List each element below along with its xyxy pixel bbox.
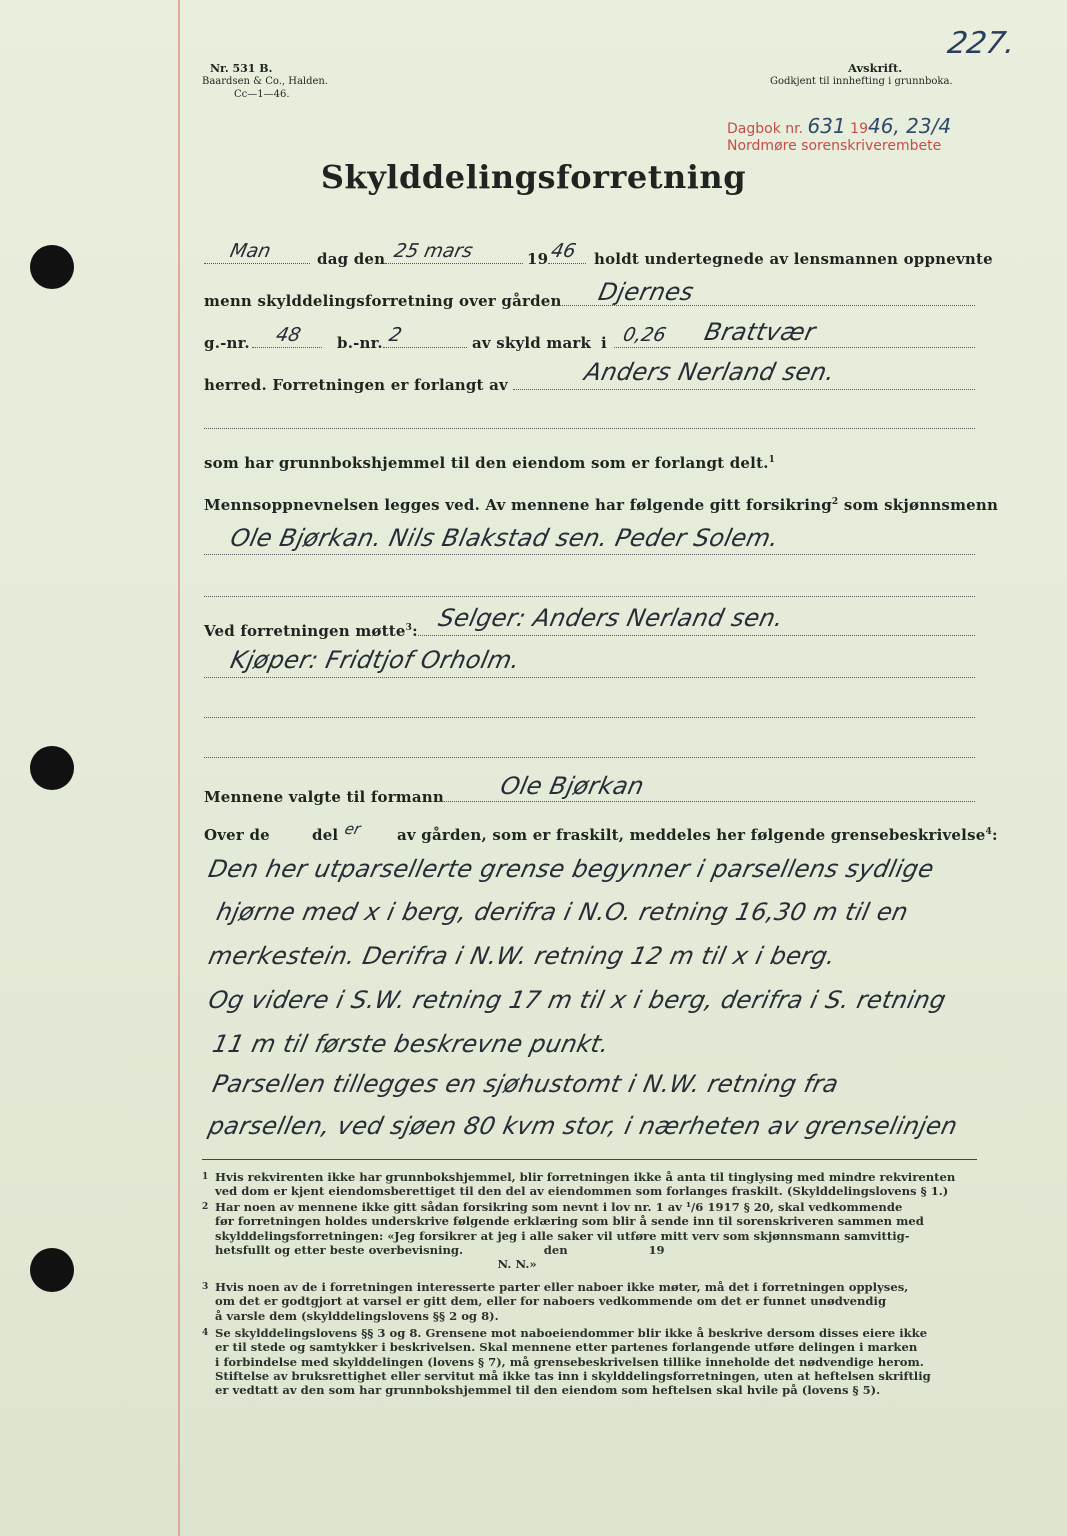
description-line: merkestein. Derifra i N.W. retning 12 m til x i berg. bbox=[206, 942, 839, 970]
farm-name: Djernes bbox=[596, 278, 697, 306]
motte-buyer: Kjøper: Fridtjof Orholm. bbox=[228, 646, 523, 674]
avskrift-label: Avskrift. bbox=[848, 61, 903, 75]
menn-text: Mennsoppnevnelsen legges ved. Av mennene har følgende gitt forsikring$^2$ som skjønnsmenn bbox=[204, 496, 999, 514]
description-line: 11 m til første beskrevne punkt. bbox=[210, 1030, 612, 1058]
motte-line-2 bbox=[204, 677, 975, 678]
grunnbok-text: som har grunnbokshjemmel til den eiendom som er forlangt delt.$^1$ bbox=[204, 454, 776, 472]
blank-line-4 bbox=[204, 757, 975, 758]
skjonnsmenn-line bbox=[204, 554, 975, 555]
page-number: 227. bbox=[944, 26, 1018, 61]
description-line: parsellen, ved sjøen 80 kvm stor, i nærheten av grenselinjen bbox=[206, 1112, 961, 1140]
weekday-line bbox=[204, 263, 310, 264]
gnr-value: 48 bbox=[274, 324, 303, 346]
description-line: Og videre i S.W. retning 17 m til x i berg, derifra i S. retning bbox=[206, 986, 949, 1014]
motte-seller: Selger: Anders Nerland sen. bbox=[436, 604, 787, 632]
year-prefix: 19 bbox=[527, 250, 549, 268]
date-line bbox=[385, 263, 523, 264]
year-line bbox=[548, 263, 586, 264]
skyld-label: av skyld mark bbox=[472, 334, 592, 352]
weekday-value: Man bbox=[228, 240, 273, 262]
stamp-dagbok-value: 631 bbox=[807, 114, 846, 138]
print-code: Cc—1—46. bbox=[234, 89, 290, 100]
dag-den-label: dag den bbox=[317, 250, 386, 268]
stamp-dagbok bbox=[727, 114, 951, 138]
footnote-2: 2 Har noen av mennene ikke gitt sådan forsikring som nevnt i lov nr. 1 av ¹/6 1917 § 20, skal vedkommende før forretningen holdes underskrive følgende erklæring som blir å sende inn til sorenskriveren sammen med skylddelingsforretningen: «Jeg forsikrer at jeg i alle saker vil utføre mitt verv som skjønnsmann samvittig- hetsfullt og etter beste overbevisning. den 19 N. N.» bbox=[202, 1200, 924, 1272]
motte-line-1 bbox=[418, 635, 975, 636]
stamp-year-prefix: 19 bbox=[850, 121, 868, 137]
document-page: Nr. 531 B. Baardsen & Co., Halden. Cc—1—46. Avskrift. Godkjent til innhefting i grunnboka. 227. Dagbok nr. 631 1946, 23/4 Nordmøre sorenskriverembete Skylddelingsforretning Man dag den 25 mars 19 46 holdt undertegnede av lensmannen oppnevnte menn skylddelingsforretning over gården Djernes g.-nr. 48 b.-nr. 2 av skyld mark i 0,26 Brattvær herred. Forretningen er forlangt av Anders Nerland sen. som har grunnbokshjemmel til den eiendom som er forlangt delt.$^1$ Mennsoppnevnelsen legges ved. Av mennene har følgende gitt forsikring$^2$ som skjønnsmenn Ole Bjørkan. Nils Blakstad sen. Peder Solem. Ved forretningen møtte$^3$: Selger: Anders Nerland sen. Kjøper: Fridtjof Orholm. Mennene valgte til formann Ole Bjørkan Over de del er av gården, som er fraskilt, meddeles her følgende grensebeskrivelse$^4$: Den her utparsellerte grense begynner i parsellens sydlige hjørne med x i berg, derifra i N.O. retning 16,30 m til en merkestein. Derifra i N.W. retning 12 m til x i berg. Og videre i S.W. retning 17 m til x i berg, derifra i S. retning 11 m til første beskrevne punkt. Parsellen tillegges en sjøhustomt i N.W. retning fra parsellen, ved sjøen 80 kvm stor, i nærheten av grenselinjen 1 Hvis rekvirenten ikke har grunnbokshjemmel, blir forretningen ikke å anta til tinglysing med mindre rekvirenten ved dom er kjent eiendomsberettiget til den del av eiendommen som forlanges fraskilt. (Skylddelingslovens § 1.) 2 Har noen av mennene ikke gitt sådan forsikring som nevnt i lov nr. 1 av ¹/6 1917 § 20, skal vedkommende før forretningen holdes underskrive følgende erklæring som blir å sende inn til sorenskriveren sammen med skylddelingsforretningen: «Jeg forsikrer at jeg i alle saker vil utføre mitt verv som skjønnsmann samvittig- hetsfullt og etter beste overbevisning. den 19 N. N.» 3 Hvis noen av de i forretningen interesserte parter eller naboer ikke møter, må det i forretningen opplyses, om det er godtgjort at varsel er gitt dem, eller for naboers vedkommende om det er funnet unødvendig å varsle dem (skylddelingslovens §§ 2 og 8). 4 Se skylddelingslovens §§ 3 og 8. Grensene mot naboeiendommer blir ikke å beskrive dersom disses eiere ikke er til stede og samtykker i beskrivelsen. Skal mennene etter partenes forlangende utføre delingen i marken i forbindelse med skylddelingen (lovens § 7), må grensebeskrivelsen tillike inneholde det nødvendige herom. Stiftelse av bruksrettighet eller servitut må ikke tas inn i skylddelingsforretningen, uten at heftelsen skriftlig er vedtatt av den som har grunnbokshjemmel til den eiendom som heftelsen skal hvile på (lovens § 5). bbox=[0, 0, 1067, 1536]
form-number: Nr. 531 B. bbox=[210, 62, 273, 75]
skjonnsmenn-names: Ole Bjørkan. Nils Blakstad sen. Peder Solem. bbox=[228, 524, 782, 552]
document-title: Skylddelingsforretning bbox=[320, 158, 747, 196]
punch-hole-top bbox=[30, 245, 74, 289]
del-value: er bbox=[343, 820, 363, 838]
blank-line-1 bbox=[204, 428, 975, 429]
description-line: Parsellen tillegges en sjøhustomt i N.W. retning fra bbox=[210, 1070, 842, 1098]
footnote-4: 4 Se skylddelingslovens §§ 3 og 8. Grensene mot naboeiendommer blir ikke å beskrive dersom disses eiere ikke er til stede og samtykker i beskrivelsen. Skal mennene etter partenes forlangende utføre delingen i marken i forbindelse med skylddelingen (lovens § 7), må grensebeskrivelsen tillike inneholde det nødvendige herom. Stiftelse av bruksrettighet eller servitut må ikke tas inn i skylddelingsforretningen, uten at heftelsen skriftlig er vedtatt av den som har grunnbokshjemmel til den eiendom som heftelsen skal hvile på (lovens § 5). bbox=[202, 1326, 931, 1398]
formann-name: Ole Bjørkan bbox=[498, 772, 647, 800]
bnr-value: 2 bbox=[387, 324, 404, 346]
footnote-rule bbox=[202, 1159, 977, 1160]
row2-text: menn skylddelingsforretning over gården bbox=[204, 292, 562, 310]
del-label: del bbox=[312, 826, 339, 844]
stamp-office: Nordmøre sorenskriverembete bbox=[727, 138, 942, 154]
row4-text: herred. Forretningen er forlangt av bbox=[204, 376, 508, 394]
motte-label: Ved forretningen møtte$^3$: bbox=[204, 622, 418, 640]
footnote-3: 3 Hvis noen av de i forretningen interesserte parter eller naboer ikke møter, må det i forretningen opplyses, om det er godtgjort at varsel er gitt dem, eller for naboers vedkommende om det er funnet unødvendig å varsle dem (skylddelingslovens §§ 2 og 8). bbox=[202, 1280, 909, 1323]
formann-label: Mennene valgte til formann bbox=[204, 788, 444, 806]
bnr-line bbox=[383, 347, 467, 348]
avskrift-block bbox=[770, 62, 953, 88]
over-text: av gården, som er fraskilt, meddeles her følgende grensebeskrivelse$^4$: bbox=[397, 826, 998, 844]
footnote-1: 1 Hvis rekvirenten ikke har grunnbokshjemmel, blir forretningen ikke å anta til tinglysing med mindre rekvirenten ved dom er kjent eiendomsberettiget til den del av eiendommen som forlanges fraskilt. (Skylddelingslovens § 1.) bbox=[202, 1170, 956, 1199]
stamp-year-value: 46, 23/4 bbox=[867, 114, 952, 138]
approval-note: Godkjent til innhefting i grunnboka. bbox=[770, 76, 953, 87]
gnr-line bbox=[252, 347, 322, 348]
row1-text: holdt undertegnede av lensmannen oppnevnte bbox=[594, 250, 993, 268]
requester-name: Anders Nerland sen. bbox=[582, 358, 838, 386]
description-line: hjørne med x i berg, derifra i N.O. retning 16,30 m til en bbox=[214, 898, 911, 926]
skyld-line bbox=[614, 347, 975, 348]
printer-name: Baardsen & Co., Halden. bbox=[202, 76, 329, 87]
margin-line bbox=[178, 0, 180, 1536]
blank-line-2 bbox=[204, 596, 975, 597]
gnr-label: g.-nr. bbox=[204, 334, 250, 352]
skyld-value: 0,26 bbox=[621, 324, 668, 346]
description-line: Den her utparsellerte grense begynner i parsellens sydlige bbox=[206, 855, 937, 883]
blank-line-3 bbox=[204, 717, 975, 718]
printer-info bbox=[202, 62, 328, 101]
punch-hole-bottom bbox=[30, 1248, 74, 1292]
formann-line bbox=[437, 801, 975, 802]
year-value: 46 bbox=[549, 240, 578, 262]
over-de-label: Over de bbox=[204, 826, 270, 844]
bnr-label: b.-nr. bbox=[337, 334, 383, 352]
stamp-dagbok-label: Dagbok nr. bbox=[727, 121, 804, 137]
punch-hole-middle bbox=[30, 746, 74, 790]
date-value: 25 mars bbox=[392, 240, 475, 262]
requester-line bbox=[513, 389, 975, 390]
herred-value: Brattvær bbox=[702, 318, 819, 346]
